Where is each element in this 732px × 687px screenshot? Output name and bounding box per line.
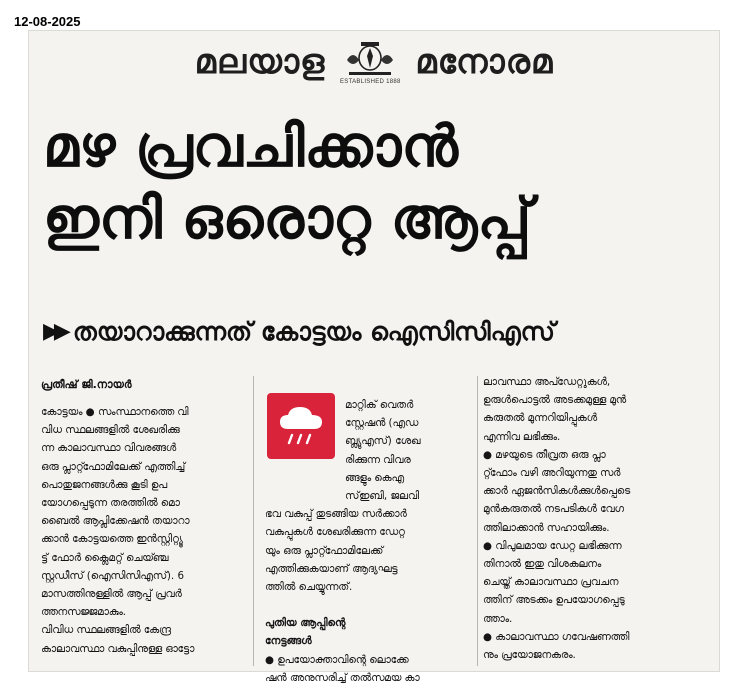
column-2-top [345, 396, 473, 505]
body-line: ● വിപുലമായ ഡേറ്റ ലഭിക്കുന്ന [483, 539, 622, 552]
article-column-3 [483, 373, 709, 664]
article-column-1 [41, 403, 245, 658]
body-line: ● കാലാവസ്ഥാ ഗവേഷണത്തി [483, 630, 630, 643]
column-divider-1 [253, 376, 254, 666]
headline [43, 111, 709, 255]
body-line: വിവിധ സ്ഥലങ്ങളിൽ കേന്ദ്ര [41, 624, 171, 637]
body-line: യും ഒരു പ്ലാറ്റ്ഫോമിലേക്ക് [265, 544, 384, 557]
newspaper-clipping [28, 30, 720, 684]
body-line: മാസത്തിനുള്ളിൽ ആപ്പ് പ്രവർ [41, 588, 182, 601]
spacer [265, 596, 473, 614]
subheadline [43, 317, 555, 347]
body-line: ● ഉപയോക്താവിന്റെ ലൊക്കേ [265, 653, 409, 666]
masthead-left: മലയാള [194, 42, 326, 82]
body-line: ക്കാർ ഏജൻസികൾക്കുൾപ്പെടെ [483, 485, 631, 498]
body-line: ക്കാൻ കോട്ടയത്തെ ഇൻസ്റ്റിറ്റ്യൂ [41, 533, 183, 546]
body-line: മാറ്റിക് വെതർ [345, 399, 414, 411]
body-line: രിക്കുന്ന വിവര [345, 453, 411, 466]
established-label: ESTABLISHED 1888 [339, 78, 401, 85]
body-line: നും പ്രയോജനകരം. [483, 649, 576, 662]
body-line: ഭവ വകുപ്പ് തുടങ്ങിയ സർക്കാർ [265, 508, 407, 521]
body-line: ● മഴയുടെ തീവ്രത ഒരു പ്ലാ [483, 448, 606, 461]
column-divider-2 [477, 376, 478, 666]
subheadline-text: തയാറാക്കുന്നത് കോട്ടയം ഐസിസിഎസ് [72, 317, 555, 346]
emblem-icon [339, 37, 401, 87]
body-line: ങ്ങളും കെഎ [345, 471, 404, 484]
body-line: ചെയ്ത് കാലാവസ്ഥാ പ്രവചന [483, 576, 619, 589]
body-line: കരുതൽ മുന്നറിയിപ്പുകൾ [483, 412, 597, 425]
body-line: വിധ സ്ഥലങ്ങളിൽ ശേഖരിക്കു [41, 424, 180, 437]
body-line: കാലാവസ്ഥാ വകുപ്പിനുള്ള ഓട്ടോ [41, 642, 195, 655]
body-line: ലാവസ്ഥാ അപ്ഡേറ്റുകൾ, [483, 376, 611, 388]
body-line: മുൻകരുതൽ നടപടികൾ വേഗ [483, 503, 624, 516]
body-line: ത്തിന് അടക്കം ഉപയോഗപ്പെടു [483, 594, 625, 607]
body-line: ത്തിലാക്കാൻ സഹായിക്കും. [483, 521, 610, 534]
body-line: തിനാൽ ഇതു വിശകലനം [483, 558, 602, 571]
double-arrow-icon: ▶▶ [43, 319, 65, 344]
body-line: ട്ട് ഫോർ ക്ലൈമറ്റ് ചെയ്ഞ്ച [41, 551, 169, 564]
body-line: ഒരു പ്ലാറ്റ്ഫോമിലേക്ക് എത്തിച്ച് [41, 460, 186, 473]
body-line: കോട്ടയം ● സംസ്ഥാനത്തെ വി [41, 406, 189, 418]
clip-date: 12-08-2025 [14, 14, 81, 29]
body-line: ഷൻ അനുസരിച്ച് തൽസമയ കാ [265, 671, 420, 684]
headline-line-2: ഇനി ഒരൊറ്റ ആപ്പ് [43, 186, 532, 252]
masthead-right: മനോരമ [415, 42, 554, 82]
body-line: സ്റ്റഡീസ് (ഐസിസിഎസ്). 6 [41, 569, 184, 582]
body-line: ത്തിൽ ചെയ്യുന്നത്. [265, 581, 353, 594]
body-line: ന്ന കാലാവസ്ഥാ വിവരങ്ങൾ [41, 442, 177, 455]
masthead [29, 33, 719, 91]
body-line: എന്നിവ ലഭിക്കും. [483, 430, 561, 443]
section-subheading: പുതിയ ആപ്പിന്റെ [265, 617, 346, 630]
body-line: ത്താം. [483, 612, 513, 625]
body-line: വകുപ്പുകൾ ശേഖരിക്കുന്ന ഡേറ്റ [265, 526, 405, 539]
column-2-body [265, 505, 473, 687]
body-line: പൊതുജനങ്ങൾക്കു കൂടി ഉപ [41, 478, 168, 491]
body-line: ഉരുൾപൊട്ടൽ അടക്കമുള്ള മുൻ [483, 394, 627, 407]
section-subheading: നേട്ടങ്ങൾ [265, 635, 312, 648]
body-line: യോഗപ്പെടുന്ന തരത്തിൽ മൊ [41, 497, 180, 510]
body-line: സ്ഇബി, ജലവി [345, 490, 420, 503]
body-line: ബ്ല്യുഎസ്) ശേഖ [345, 435, 421, 448]
headline-line-1: മഴ പ്രവചിക്കാൻ [43, 114, 458, 180]
body-line: ബൈൽ ആപ്ലിക്കേഷൻ തയാറാ [41, 515, 190, 528]
article-column-2 [265, 396, 473, 687]
body-line: ത്തനസജ്ജമാകും. [41, 606, 127, 619]
byline: പ്രതീഷ് ജി.നായർ [41, 378, 132, 391]
body-line: എത്തിക്കുകയാണ് ആദ്യഘട്ട [265, 562, 398, 575]
body-line: റ്റ്ഫോം വഴി അറിയുന്നതു സർ [483, 467, 621, 480]
body-line: സ്റ്റേഷൻ (എഡ [345, 417, 419, 430]
